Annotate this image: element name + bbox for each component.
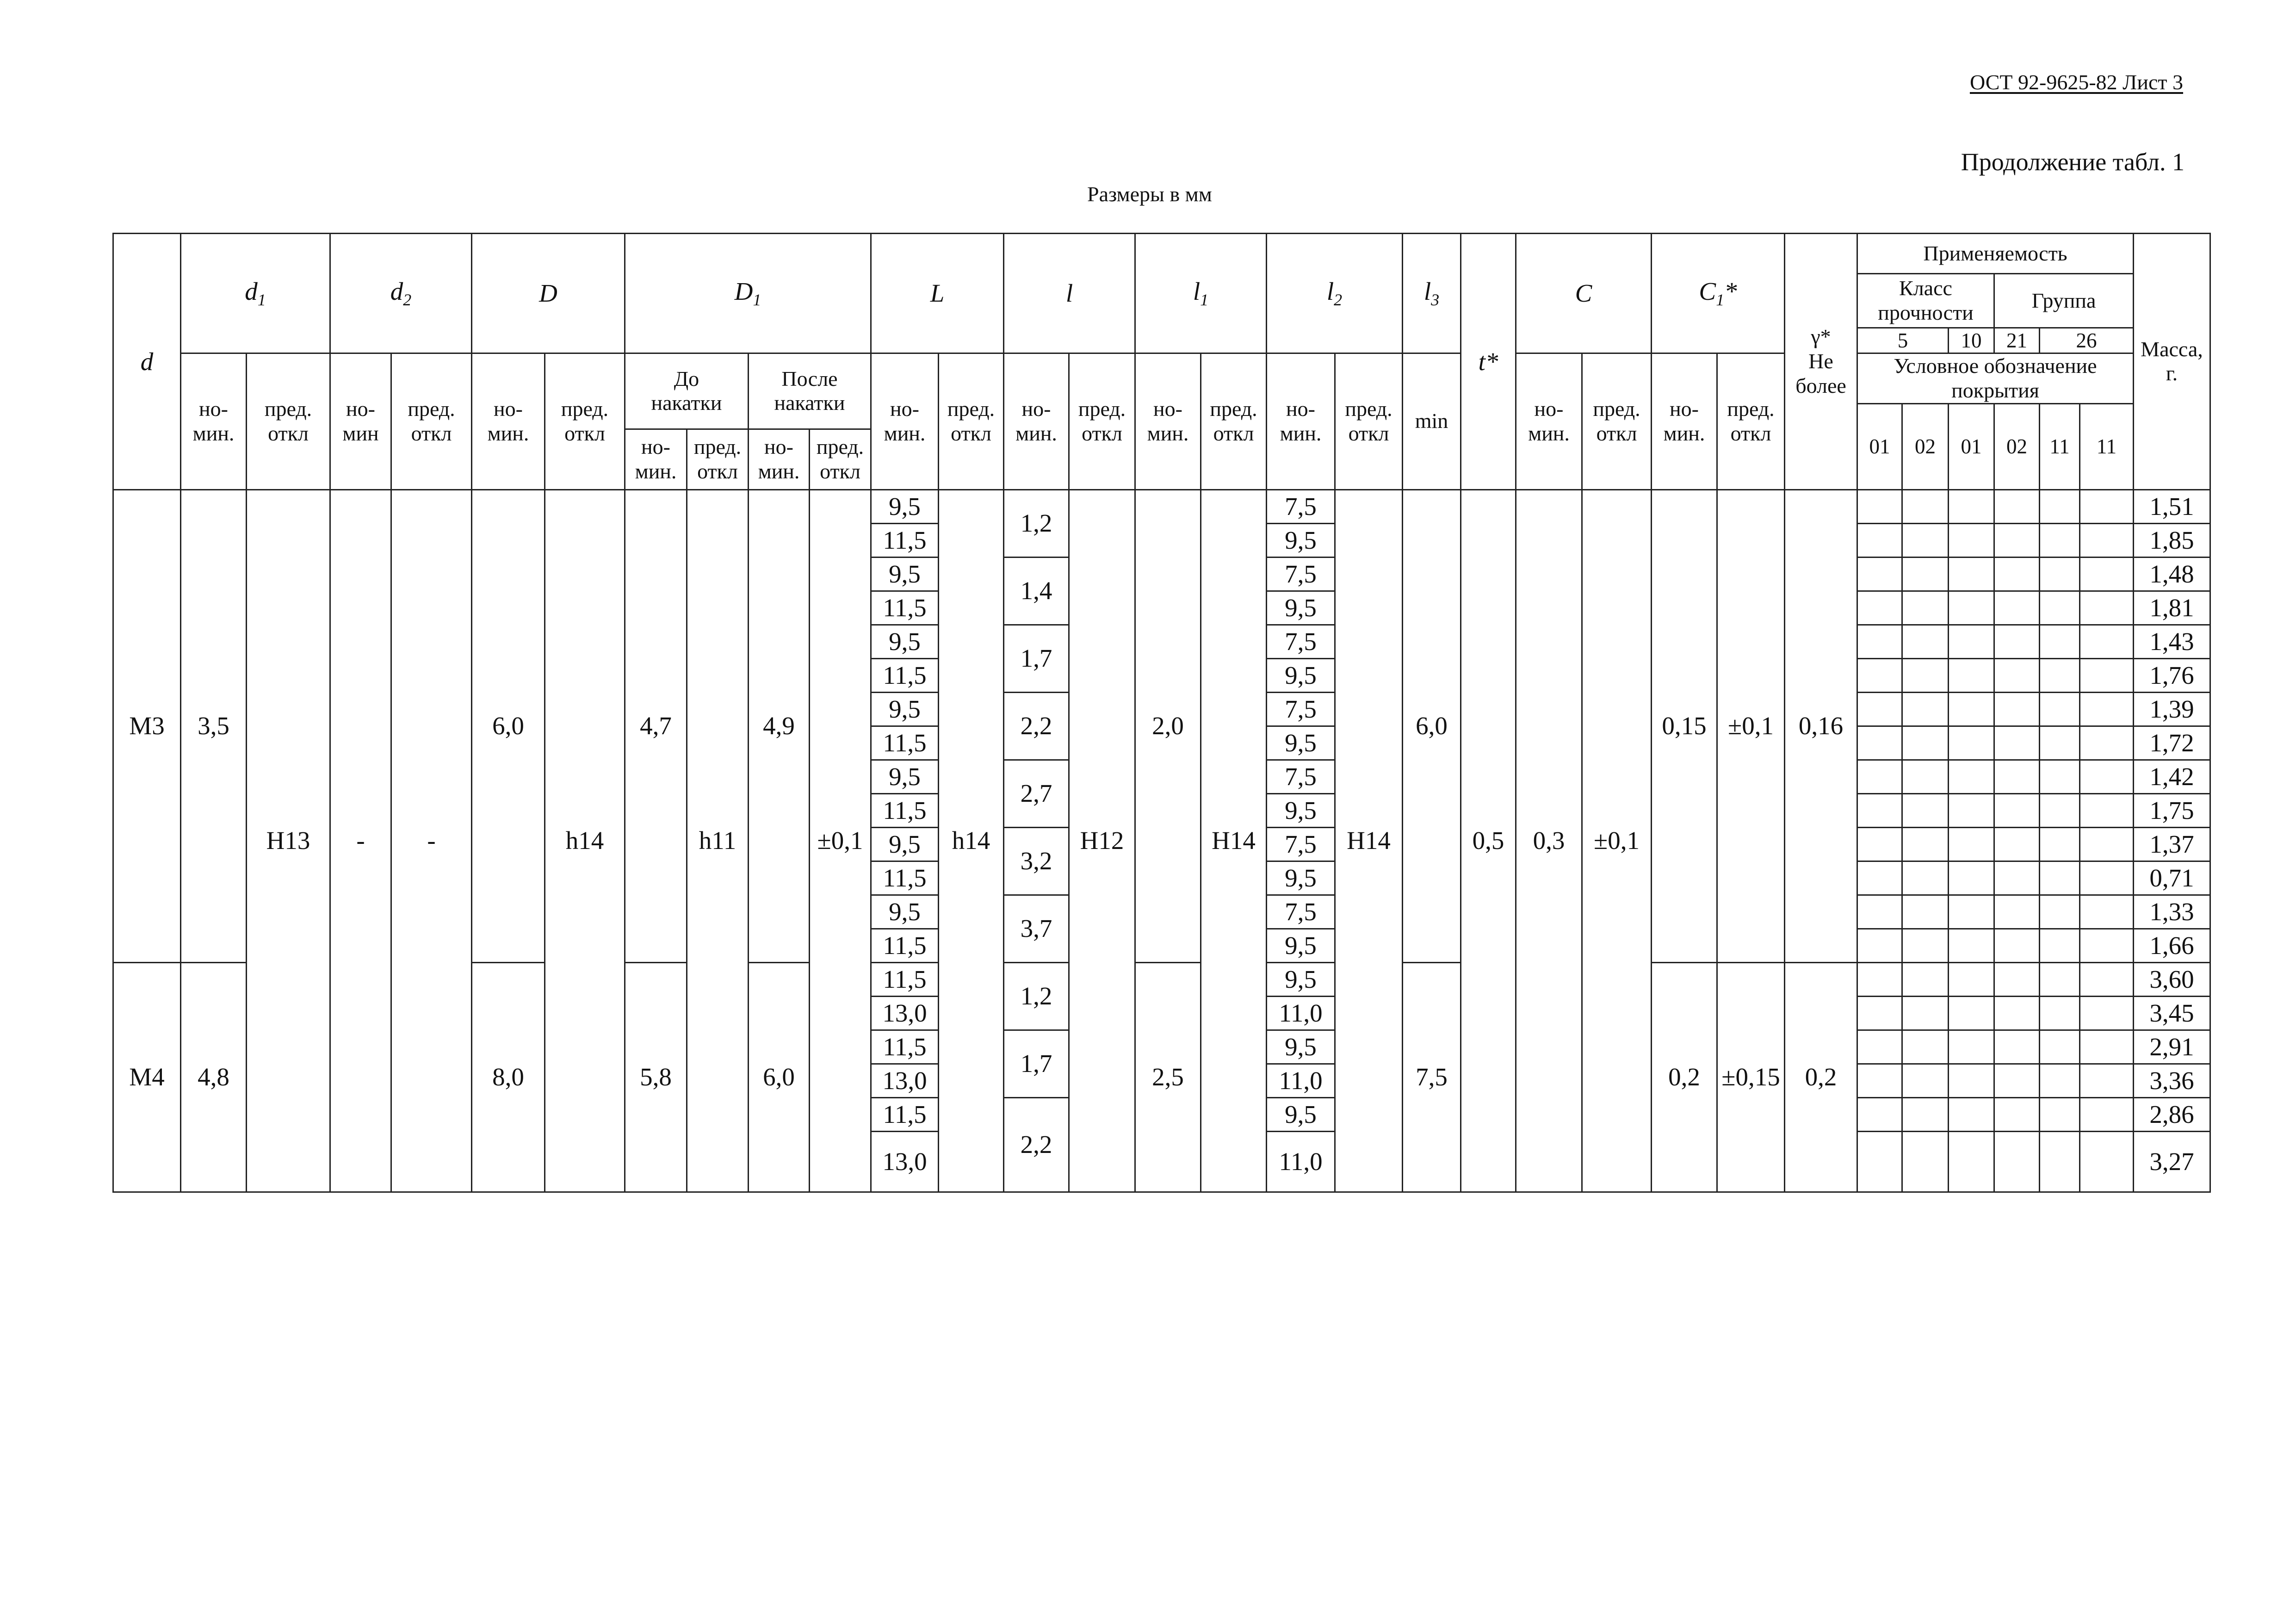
cell-l: 3,2	[1004, 827, 1069, 895]
cell-D1-after-dev: ±0,1	[810, 489, 871, 1192]
applicability-cell	[1902, 658, 1949, 692]
applicability-cell	[1949, 962, 1994, 996]
table-continuation-title: Продолжение табл. 1	[1961, 148, 2185, 176]
applicability-cell	[1857, 658, 1902, 692]
cell-l2: 9,5	[1267, 861, 1335, 895]
applicability-cell	[1902, 591, 1949, 625]
cell-l2: 7,5	[1267, 760, 1335, 793]
cell-mass: 1,85	[2134, 523, 2210, 557]
cell-L: 11,5	[871, 1097, 939, 1131]
cell-mass: 2,86	[2134, 1097, 2210, 1131]
cell-mass: 1,33	[2134, 895, 2210, 929]
header-L-dev: пред. откл	[939, 353, 1004, 490]
header-D-nom: но- мин.	[472, 353, 545, 490]
cell-l2: 9,5	[1267, 1030, 1335, 1064]
applicability-cell	[1857, 726, 1902, 760]
header-D1-before-knurl: До накатки	[625, 353, 749, 429]
applicability-cell	[1857, 1097, 1902, 1131]
cell-D1-before-nom: 5,8	[625, 962, 687, 1192]
applicability-cell	[2040, 793, 2080, 827]
applicability-cell	[2040, 996, 2080, 1030]
applicability-cell	[2080, 591, 2134, 625]
applicability-cell	[1994, 861, 2040, 895]
coat-code-cell: 01	[1949, 403, 1994, 489]
applicability-cell	[1994, 523, 2040, 557]
applicability-cell	[2040, 692, 2080, 726]
cell-l: 2,7	[1004, 760, 1069, 827]
cell-mass: 0,71	[2134, 861, 2210, 895]
col-header-l: l	[1004, 234, 1135, 353]
header-strength-class	[1857, 274, 1994, 328]
applicability-cell	[1902, 760, 1949, 793]
cell-C1-nom: 0,15	[1652, 489, 1717, 962]
cell-D-nom: 6,0	[472, 489, 545, 962]
cell-C1-dev: ±0,1	[1717, 489, 1785, 962]
applicability-cell	[1949, 996, 1994, 1030]
cell-D1-before-nom: 4,7	[625, 489, 687, 962]
cell-C1-dev: ±0,15	[1717, 962, 1785, 1192]
applicability-cell	[1994, 1064, 2040, 1097]
applicability-cell	[1902, 929, 1949, 962]
cell-l3: 7,5	[1403, 962, 1461, 1192]
applicability-cell	[1902, 1131, 1949, 1192]
applicability-cell	[2080, 962, 2134, 996]
cell-t: 0,5	[1461, 489, 1516, 1192]
applicability-cell	[2080, 1097, 2134, 1131]
header-d2-nom: но- мин	[330, 353, 391, 490]
applicability-cell	[2080, 557, 2134, 591]
header-d2-dev: пред. откл	[391, 353, 472, 490]
cell-L: 11,5	[871, 861, 939, 895]
cell-l: 1,2	[1004, 489, 1069, 557]
cell-L: 13,0	[871, 996, 939, 1030]
applicability-cell	[1949, 591, 1994, 625]
cell-l1-nom: 2,0	[1135, 489, 1201, 962]
header-l-dev: пред. откл	[1069, 353, 1135, 490]
cell-l2: 9,5	[1267, 793, 1335, 827]
applicability-cell	[2040, 523, 2080, 557]
applicability-cell	[1902, 692, 1949, 726]
applicability-cell	[1902, 489, 1949, 523]
cell-l2: 9,5	[1267, 929, 1335, 962]
cell-mass: 1,37	[2134, 827, 2210, 861]
applicability-cell	[2040, 760, 2080, 793]
applicability-cell	[1994, 895, 2040, 929]
cell-l2: 11,0	[1267, 1064, 1335, 1097]
cell-d: M4	[113, 962, 181, 1192]
header-C-dev: пред. откл	[1582, 353, 1652, 490]
cell-l: 1,7	[1004, 1030, 1069, 1097]
cell-l2: 11,0	[1267, 1131, 1335, 1192]
cell-l2: 7,5	[1267, 557, 1335, 591]
applicability-cell	[1994, 827, 2040, 861]
applicability-cell	[1857, 827, 1902, 861]
applicability-cell	[1949, 1131, 1994, 1192]
cell-L: 9,5	[871, 692, 939, 726]
cell-mass: 1,75	[2134, 793, 2210, 827]
applicability-cell	[1902, 827, 1949, 861]
coat-code-cell: 02	[1902, 403, 1949, 489]
applicability-cell	[2040, 1064, 2080, 1097]
applicability-cell	[1857, 895, 1902, 929]
header-C1-nom: но- мин.	[1652, 353, 1717, 490]
applicability-cell	[1994, 726, 2040, 760]
cell-d1-dev: H13	[247, 489, 330, 1192]
cell-mass: 1,72	[2134, 726, 2210, 760]
applicability-cell	[1902, 1064, 1949, 1097]
cell-D1-after-nom: 6,0	[749, 962, 810, 1192]
cell-D-dev: h14	[545, 489, 625, 1192]
applicability-cell	[1857, 793, 1902, 827]
applicability-cell	[1949, 793, 1994, 827]
cell-gamma: 0,16	[1785, 489, 1857, 962]
units-note: Размеры в мм	[1087, 182, 1212, 206]
header-d1-dev: пред. откл	[247, 353, 330, 490]
applicability-cell	[2040, 861, 2080, 895]
applicability-cell	[1857, 929, 1902, 962]
applicability-cell	[2080, 760, 2134, 793]
header-coating: Условное обозначение покрытия	[1857, 353, 2134, 404]
applicability-cell	[2080, 523, 2134, 557]
cell-L: 13,0	[871, 1131, 939, 1192]
applicability-cell	[2080, 929, 2134, 962]
col-header-D1: $D_1$	[625, 234, 871, 353]
applicability-cell	[2080, 861, 2134, 895]
col-header-C1: $C_1*$	[1652, 234, 1785, 353]
col-header-l3: $l_3$	[1403, 234, 1461, 353]
applicability-cell	[2080, 625, 2134, 658]
cell-l2: 9,5	[1267, 1097, 1335, 1131]
applicability-cell	[1857, 962, 1902, 996]
header-D1-before-dev: пред. откл	[687, 429, 749, 489]
header-class-10: 10	[1949, 328, 1994, 353]
applicability-cell	[1949, 1064, 1994, 1097]
gamma-symbol: γ*	[1811, 325, 1831, 349]
cell-L: 11,5	[871, 658, 939, 692]
cell-l2: 7,5	[1267, 625, 1335, 658]
cell-l: 3,7	[1004, 895, 1069, 962]
applicability-cell	[2080, 1030, 2134, 1064]
cell-mass: 1,43	[2134, 625, 2210, 658]
col-header-l1: $l_1$	[1135, 234, 1267, 353]
applicability-cell	[1949, 929, 1994, 962]
cell-L: 11,5	[871, 726, 939, 760]
cell-l2: 9,5	[1267, 591, 1335, 625]
header-l1-dev: пред. откл	[1201, 353, 1267, 490]
applicability-cell	[1857, 523, 1902, 557]
header-C1-dev: пред. откл	[1717, 353, 1785, 490]
cell-l2: 9,5	[1267, 658, 1335, 692]
applicability-cell	[1949, 658, 1994, 692]
applicability-cell	[1949, 692, 1994, 726]
applicability-cell	[1902, 1097, 1949, 1131]
col-header-C: C	[1516, 234, 1652, 353]
cell-gamma: 0,2	[1785, 962, 1857, 1192]
gamma-note-2: более	[1795, 373, 1846, 397]
cell-l: 1,2	[1004, 962, 1069, 1030]
applicability-cell	[2080, 658, 2134, 692]
mass-label-2: г.	[2166, 361, 2178, 385]
applicability-cell	[2040, 962, 2080, 996]
applicability-cell	[2080, 827, 2134, 861]
applicability-cell	[1994, 557, 2040, 591]
cell-l2: 11,0	[1267, 996, 1335, 1030]
col-header-applicability: Применяемость	[1857, 234, 2134, 274]
applicability-cell	[1857, 861, 1902, 895]
cell-l2: 7,5	[1267, 827, 1335, 861]
cell-L-dev: h14	[939, 489, 1004, 1192]
applicability-cell	[2040, 591, 2080, 625]
col-header-t: t*	[1461, 234, 1516, 490]
applicability-cell	[1902, 895, 1949, 929]
cell-mass: 3,36	[2134, 1064, 2210, 1097]
applicability-cell	[1857, 692, 1902, 726]
cell-mass: 2,91	[2134, 1030, 2210, 1064]
header-group-26: 26	[2040, 328, 2134, 353]
header-l2-dev: пред. откл	[1335, 353, 1403, 490]
cell-mass: 1,76	[2134, 658, 2210, 692]
cell-mass: 1,42	[2134, 760, 2210, 793]
applicability-cell	[1857, 996, 1902, 1030]
applicability-cell	[1949, 523, 1994, 557]
cell-D-nom: 8,0	[472, 962, 545, 1192]
applicability-cell	[2080, 726, 2134, 760]
applicability-cell	[1857, 1131, 1902, 1192]
applicability-cell	[1857, 1064, 1902, 1097]
applicability-cell	[1949, 760, 1994, 793]
applicability-cell	[1949, 827, 1994, 861]
applicability-cell	[1949, 1030, 1994, 1064]
col-header-mass	[2134, 234, 2210, 490]
applicability-cell	[2080, 1131, 2134, 1192]
header-D-dev: пред. откл	[545, 353, 625, 490]
cell-l3: 6,0	[1403, 489, 1461, 962]
applicability-cell	[2040, 489, 2080, 523]
applicability-cell	[2080, 895, 2134, 929]
cell-mass: 1,48	[2134, 557, 2210, 591]
col-header-gamma	[1785, 234, 1857, 490]
cell-C-dev: ±0,1	[1582, 489, 1652, 1192]
cell-mass: 1,39	[2134, 692, 2210, 726]
applicability-cell	[2040, 726, 2080, 760]
applicability-cell	[1902, 962, 1949, 996]
cell-mass: 3,60	[2134, 962, 2210, 996]
applicability-cell	[1902, 793, 1949, 827]
gamma-note-1: Не	[1808, 349, 1833, 373]
applicability-cell	[2040, 929, 2080, 962]
applicability-cell	[1949, 557, 1994, 591]
applicability-cell	[2040, 658, 2080, 692]
header-group-21: 21	[1994, 328, 2040, 353]
col-header-d1: $d_1$	[181, 234, 330, 353]
applicability-cell	[1994, 929, 2040, 962]
header-D1-before-nom: но- мин.	[625, 429, 687, 489]
col-header-D: D	[472, 234, 625, 353]
applicability-cell	[1902, 726, 1949, 760]
coat-code-cell: 11	[2040, 403, 2080, 489]
header-d1-nom: но- мин.	[181, 353, 247, 490]
cell-l2-dev: H14	[1335, 489, 1403, 1192]
header-L-nom: но- мин.	[871, 353, 939, 490]
cell-L: 9,5	[871, 489, 939, 523]
applicability-cell	[1994, 793, 2040, 827]
applicability-cell	[1994, 692, 2040, 726]
cell-d2-nom: -	[330, 489, 391, 1192]
applicability-cell	[1994, 658, 2040, 692]
applicability-cell	[1857, 1030, 1902, 1064]
applicability-cell	[1902, 625, 1949, 658]
cell-L: 11,5	[871, 1030, 939, 1064]
cell-L: 11,5	[871, 929, 939, 962]
header-l1-nom: но- мин.	[1135, 353, 1201, 490]
cell-l: 2,2	[1004, 692, 1069, 760]
col-header-d: d	[113, 234, 181, 490]
cell-l-dev: H12	[1069, 489, 1135, 1192]
applicability-cell	[1994, 625, 2040, 658]
header-D1-after-nom: но- мин.	[749, 429, 810, 489]
applicability-cell	[2040, 557, 2080, 591]
cell-C-nom: 0,3	[1516, 489, 1582, 1192]
cell-l2: 7,5	[1267, 895, 1335, 929]
header-l3-min: min	[1403, 353, 1461, 490]
col-header-l2: $l_2$	[1267, 234, 1403, 353]
coat-code-cell: 02	[1994, 403, 2040, 489]
applicability-cell	[2080, 793, 2134, 827]
cell-L: 13,0	[871, 1064, 939, 1097]
applicability-cell	[1857, 591, 1902, 625]
cell-L: 11,5	[871, 523, 939, 557]
cell-mass: 3,27	[2134, 1131, 2210, 1192]
cell-C1-nom: 0,2	[1652, 962, 1717, 1192]
applicability-cell	[1949, 726, 1994, 760]
coat-code-cell: 11	[2080, 403, 2134, 489]
cell-mass: 3,45	[2134, 996, 2210, 1030]
cell-l1-dev: H14	[1201, 489, 1267, 1192]
strength-class-label-2: прочности	[1878, 301, 1974, 324]
applicability-cell	[1949, 1097, 1994, 1131]
col-header-L: L	[871, 234, 1004, 353]
cell-mass: 1,81	[2134, 591, 2210, 625]
applicability-cell	[2080, 996, 2134, 1030]
applicability-cell	[1949, 895, 1994, 929]
document-id: ОСТ 92-9625-82 Лист 3	[1969, 70, 2183, 94]
applicability-cell	[1994, 1030, 2040, 1064]
header-D1-after-knurl: После накатки	[749, 353, 871, 429]
applicability-cell	[1949, 861, 1994, 895]
applicability-cell	[1994, 591, 2040, 625]
cell-L: 9,5	[871, 625, 939, 658]
applicability-cell	[1994, 760, 2040, 793]
cell-mass: 1,66	[2134, 929, 2210, 962]
cell-L: 9,5	[871, 760, 939, 793]
cell-d: M3	[113, 489, 181, 962]
header-C-nom: но- мин.	[1516, 353, 1582, 490]
applicability-cell	[1994, 962, 2040, 996]
applicability-cell	[1902, 996, 1949, 1030]
cell-l1-nom: 2,5	[1135, 962, 1201, 1192]
applicability-cell	[1949, 625, 1994, 658]
applicability-cell	[2080, 692, 2134, 726]
applicability-cell	[1949, 489, 1994, 523]
cell-D1-after-nom: 4,9	[749, 489, 810, 962]
cell-L: 11,5	[871, 793, 939, 827]
cell-D1-before-dev: h11	[687, 489, 749, 1192]
cell-d1-nom: 4,8	[181, 962, 247, 1192]
cell-l2: 9,5	[1267, 726, 1335, 760]
applicability-cell	[1857, 625, 1902, 658]
cell-l2: 9,5	[1267, 523, 1335, 557]
cell-l: 1,7	[1004, 625, 1069, 692]
applicability-cell	[1994, 1097, 2040, 1131]
cell-l2: 9,5	[1267, 962, 1335, 996]
cell-l: 1,4	[1004, 557, 1069, 625]
applicability-cell	[1902, 557, 1949, 591]
cell-l2: 7,5	[1267, 692, 1335, 726]
applicability-cell	[2040, 1097, 2080, 1131]
cell-L: 9,5	[871, 827, 939, 861]
applicability-cell	[1857, 489, 1902, 523]
applicability-cell	[1994, 996, 2040, 1030]
table-row	[113, 489, 2210, 523]
cell-l: 2,2	[1004, 1097, 1069, 1192]
applicability-cell	[1857, 760, 1902, 793]
cell-d1-nom: 3,5	[181, 489, 247, 962]
cell-L: 11,5	[871, 962, 939, 996]
header-group: Группа	[1994, 274, 2134, 328]
cell-l2: 7,5	[1267, 489, 1335, 523]
applicability-cell	[2040, 895, 2080, 929]
cell-d2-dev: -	[391, 489, 472, 1192]
applicability-cell	[1994, 489, 2040, 523]
header-D1-after-dev: пред. откл	[810, 429, 871, 489]
cell-L: 11,5	[871, 591, 939, 625]
applicability-cell	[1902, 1030, 1949, 1064]
applicability-cell	[1902, 861, 1949, 895]
applicability-cell	[2080, 489, 2134, 523]
cell-L: 9,5	[871, 557, 939, 591]
dimensions-table	[112, 233, 2211, 1193]
cell-mass: 1,51	[2134, 489, 2210, 523]
header-l-nom: но- мин.	[1004, 353, 1069, 490]
coat-code-cell: 01	[1857, 403, 1902, 489]
applicability-cell	[2040, 827, 2080, 861]
applicability-cell	[2040, 625, 2080, 658]
mass-label-1: Масса,	[2141, 337, 2203, 361]
cell-L: 9,5	[871, 895, 939, 929]
applicability-cell	[2040, 1131, 2080, 1192]
strength-class-label-1: Класс	[1899, 276, 1952, 300]
header-class-5: 5	[1857, 328, 1949, 353]
header-l2-nom: но- мин.	[1267, 353, 1335, 490]
col-header-d2: $d_2$	[330, 234, 472, 353]
applicability-cell	[2080, 1064, 2134, 1097]
applicability-cell	[2040, 1030, 2080, 1064]
applicability-cell	[1994, 1131, 2040, 1192]
applicability-cell	[1857, 557, 1902, 591]
applicability-cell	[1902, 523, 1949, 557]
